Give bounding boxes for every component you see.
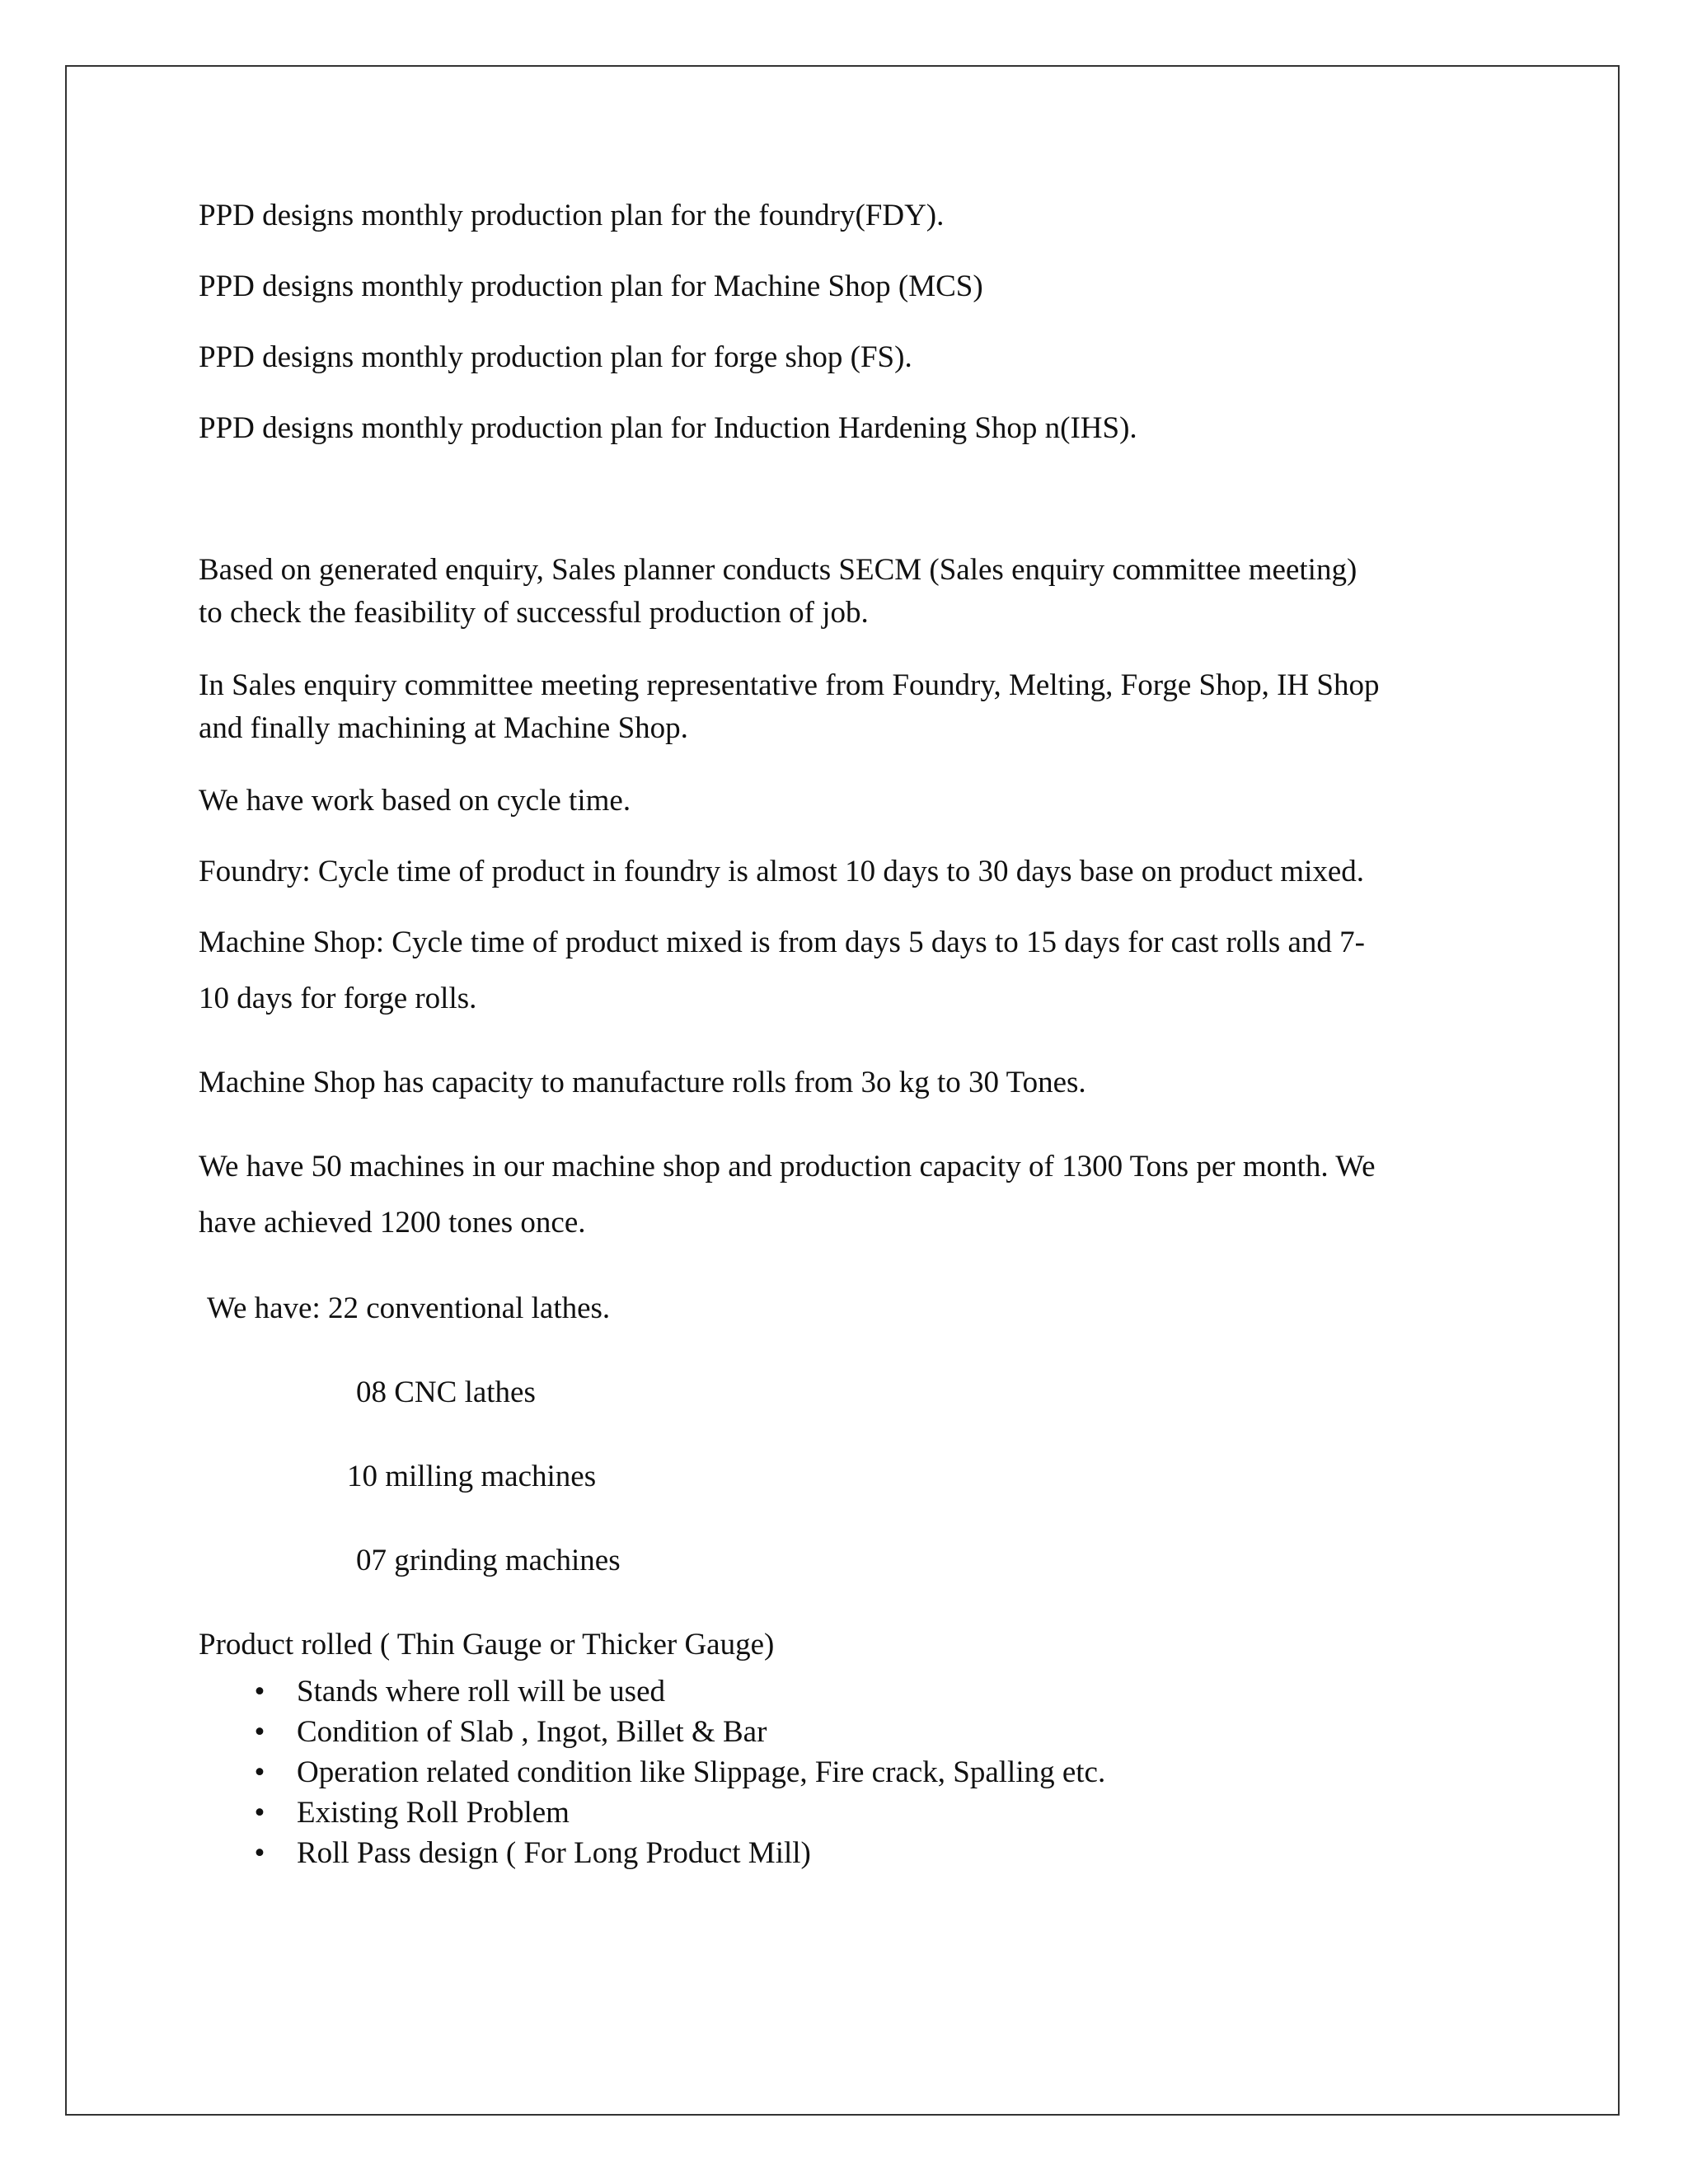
committee-paragraph-line2: and finally machining at Machine Shop.: [199, 711, 688, 745]
bullet-icon: •: [254, 1755, 265, 1789]
cycle-basis-text: We have work based on cycle time.: [199, 784, 631, 818]
equipment-grinding-machines: 07 grinding machines: [356, 1544, 621, 1577]
plan-line-machine-shop: PPD designs monthly production plan for Machine Shop (MCS): [199, 269, 983, 303]
plan-line-forge-shop: PPD designs monthly production plan for forge shop (FS).: [199, 340, 912, 374]
plan-line-induction-hardening: PPD designs monthly production plan for Induction Hardening Shop n(IHS).: [199, 411, 1137, 445]
equipment-intro: We have: 22 conventional lathes.: [207, 1291, 611, 1325]
bullet-text: Operation related condition like Slippage, Fire crack, Spalling etc.: [297, 1755, 1106, 1789]
equipment-cnc-lathes: 08 CNC lathes: [356, 1376, 536, 1409]
bullet-text: Condition of Slab , Ingot, Billet & Bar: [297, 1715, 767, 1749]
bullet-icon: •: [254, 1675, 265, 1708]
secm-paragraph-line2: to check the feasibility of successful production of job.: [199, 596, 869, 630]
bullet-icon: •: [254, 1796, 265, 1830]
bullet-icon: •: [254, 1715, 265, 1749]
machines-summary-line1: We have 50 machines in our machine shop and production capacity of 1300 Tons per month. We: [199, 1150, 1376, 1183]
machine-cycle-line2: 10 days for forge rolls.: [199, 982, 477, 1015]
foundry-cycle-text: Foundry: Cycle time of product in foundry is almost 10 days to 30 days base on product mixed.: [199, 855, 1365, 888]
machines-summary-line2: have achieved 1200 tones once.: [199, 1206, 586, 1240]
equipment-milling-machines: 10 milling machines: [347, 1460, 597, 1493]
product-rolled-heading: Product rolled ( Thin Gauge or Thicker Gauge): [199, 1628, 775, 1661]
bullet-text: Existing Roll Problem: [297, 1796, 570, 1830]
bullet-text: Stands where roll will be used: [297, 1675, 665, 1708]
machine-cycle-line1: Machine Shop: Cycle time of product mixed is from days 5 days to 15 days for cast rolls and 7-: [199, 926, 1365, 959]
committee-paragraph-line1: In Sales enquiry committee meeting representative from Foundry, Melting, Forge Shop, IH Shop: [199, 668, 1380, 702]
bullet-text: Roll Pass design ( For Long Product Mill): [297, 1836, 811, 1870]
plan-line-foundry: PPD designs monthly production plan for the foundry(FDY).: [199, 199, 945, 232]
bullet-icon: •: [254, 1836, 265, 1870]
capacity-text: Machine Shop has capacity to manufacture rolls from 3o kg to 30 Tones.: [199, 1066, 1086, 1099]
secm-paragraph-line1: Based on generated enquiry, Sales planner conducts SECM (Sales enquiry committee meeting): [199, 553, 1357, 587]
